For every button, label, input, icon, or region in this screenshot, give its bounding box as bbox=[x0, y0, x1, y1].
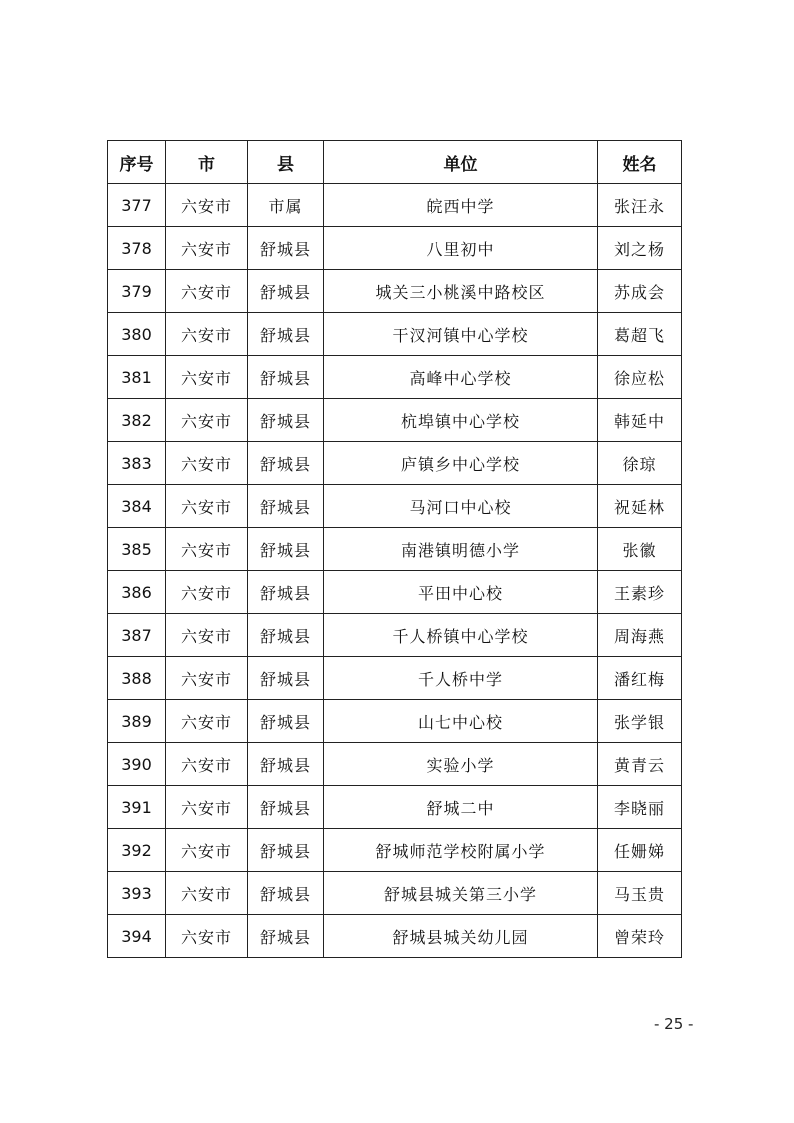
cell-index: 391 bbox=[108, 786, 166, 829]
cell-city: 六安市 bbox=[166, 700, 248, 743]
cell-unit: 舒城师范学校附属小学 bbox=[324, 829, 598, 872]
cell-index: 383 bbox=[108, 442, 166, 485]
table-row bbox=[108, 227, 682, 270]
cell-name: 韩延中 bbox=[598, 399, 682, 442]
cell-city: 六安市 bbox=[166, 872, 248, 915]
table-row bbox=[108, 872, 682, 915]
cell-name: 徐琼 bbox=[598, 442, 682, 485]
table-row bbox=[108, 442, 682, 485]
cell-index: 394 bbox=[108, 915, 166, 958]
cell-city: 六安市 bbox=[166, 614, 248, 657]
cell-city: 六安市 bbox=[166, 786, 248, 829]
cell-index: 392 bbox=[108, 829, 166, 872]
cell-index: 388 bbox=[108, 657, 166, 700]
cell-city: 六安市 bbox=[166, 270, 248, 313]
table-row bbox=[108, 485, 682, 528]
header-county: 县 bbox=[248, 141, 324, 184]
cell-index: 385 bbox=[108, 528, 166, 571]
header-city: 市 bbox=[166, 141, 248, 184]
cell-name: 李晓丽 bbox=[598, 786, 682, 829]
cell-county: 舒城县 bbox=[248, 614, 324, 657]
table-row bbox=[108, 184, 682, 227]
cell-name: 张汪永 bbox=[598, 184, 682, 227]
header-row bbox=[108, 141, 682, 184]
cell-county: 市属 bbox=[248, 184, 324, 227]
cell-county: 舒城县 bbox=[248, 829, 324, 872]
cell-index: 387 bbox=[108, 614, 166, 657]
cell-unit: 舒城二中 bbox=[324, 786, 598, 829]
cell-name: 葛超飞 bbox=[598, 313, 682, 356]
page-number: - 25 - bbox=[654, 1015, 694, 1033]
cell-name: 张学银 bbox=[598, 700, 682, 743]
cell-unit: 杭埠镇中心学校 bbox=[324, 399, 598, 442]
cell-county: 舒城县 bbox=[248, 786, 324, 829]
cell-name: 刘之杨 bbox=[598, 227, 682, 270]
cell-name: 祝延林 bbox=[598, 485, 682, 528]
cell-unit: 山七中心校 bbox=[324, 700, 598, 743]
cell-unit: 实验小学 bbox=[324, 743, 598, 786]
cell-unit: 舒城县城关幼儿园 bbox=[324, 915, 598, 958]
cell-index: 386 bbox=[108, 571, 166, 614]
cell-county: 舒城县 bbox=[248, 399, 324, 442]
table-body bbox=[108, 184, 682, 958]
cell-index: 378 bbox=[108, 227, 166, 270]
cell-unit: 干汊河镇中心学校 bbox=[324, 313, 598, 356]
table-row bbox=[108, 829, 682, 872]
table-row bbox=[108, 743, 682, 786]
cell-unit: 高峰中心学校 bbox=[324, 356, 598, 399]
cell-county: 舒城县 bbox=[248, 485, 324, 528]
cell-county: 舒城县 bbox=[248, 227, 324, 270]
cell-unit: 千人桥镇中心学校 bbox=[324, 614, 598, 657]
cell-county: 舒城县 bbox=[248, 700, 324, 743]
header-name: 姓名 bbox=[598, 141, 682, 184]
table-row bbox=[108, 270, 682, 313]
cell-city: 六安市 bbox=[166, 915, 248, 958]
table-row bbox=[108, 528, 682, 571]
cell-name: 潘红梅 bbox=[598, 657, 682, 700]
cell-county: 舒城县 bbox=[248, 528, 324, 571]
cell-county: 舒城县 bbox=[248, 743, 324, 786]
cell-name: 曾荣玲 bbox=[598, 915, 682, 958]
cell-index: 389 bbox=[108, 700, 166, 743]
cell-index: 381 bbox=[108, 356, 166, 399]
table-row bbox=[108, 313, 682, 356]
cell-unit: 八里初中 bbox=[324, 227, 598, 270]
cell-unit: 南港镇明德小学 bbox=[324, 528, 598, 571]
cell-city: 六安市 bbox=[166, 829, 248, 872]
cell-index: 380 bbox=[108, 313, 166, 356]
cell-name: 徐应松 bbox=[598, 356, 682, 399]
cell-unit: 千人桥中学 bbox=[324, 657, 598, 700]
cell-county: 舒城县 bbox=[248, 270, 324, 313]
cell-name: 张徽 bbox=[598, 528, 682, 571]
table-row bbox=[108, 700, 682, 743]
cell-name: 王素珍 bbox=[598, 571, 682, 614]
header-index: 序号 bbox=[108, 141, 166, 184]
header-unit: 单位 bbox=[324, 141, 598, 184]
cell-city: 六安市 bbox=[166, 485, 248, 528]
cell-county: 舒城县 bbox=[248, 872, 324, 915]
cell-city: 六安市 bbox=[166, 743, 248, 786]
cell-city: 六安市 bbox=[166, 227, 248, 270]
cell-county: 舒城县 bbox=[248, 657, 324, 700]
roster-table bbox=[107, 140, 682, 958]
table-row bbox=[108, 786, 682, 829]
table-row bbox=[108, 399, 682, 442]
cell-city: 六安市 bbox=[166, 442, 248, 485]
cell-city: 六安市 bbox=[166, 399, 248, 442]
table-row bbox=[108, 657, 682, 700]
cell-name: 周海燕 bbox=[598, 614, 682, 657]
cell-index: 393 bbox=[108, 872, 166, 915]
table-row bbox=[108, 915, 682, 958]
cell-name: 黄青云 bbox=[598, 743, 682, 786]
cell-index: 390 bbox=[108, 743, 166, 786]
cell-name: 马玉贵 bbox=[598, 872, 682, 915]
cell-index: 377 bbox=[108, 184, 166, 227]
cell-unit: 平田中心校 bbox=[324, 571, 598, 614]
table-row bbox=[108, 614, 682, 657]
cell-city: 六安市 bbox=[166, 528, 248, 571]
cell-unit: 皖西中学 bbox=[324, 184, 598, 227]
cell-city: 六安市 bbox=[166, 571, 248, 614]
cell-index: 379 bbox=[108, 270, 166, 313]
cell-county: 舒城县 bbox=[248, 442, 324, 485]
cell-unit: 庐镇乡中心学校 bbox=[324, 442, 598, 485]
cell-county: 舒城县 bbox=[248, 313, 324, 356]
cell-city: 六安市 bbox=[166, 657, 248, 700]
cell-name: 苏成会 bbox=[598, 270, 682, 313]
cell-index: 382 bbox=[108, 399, 166, 442]
cell-name: 任姗娣 bbox=[598, 829, 682, 872]
cell-city: 六安市 bbox=[166, 184, 248, 227]
cell-index: 384 bbox=[108, 485, 166, 528]
cell-county: 舒城县 bbox=[248, 571, 324, 614]
table-row bbox=[108, 356, 682, 399]
table-row bbox=[108, 571, 682, 614]
cell-county: 舒城县 bbox=[248, 915, 324, 958]
table-header bbox=[108, 141, 682, 184]
cell-unit: 舒城县城关第三小学 bbox=[324, 872, 598, 915]
cell-unit: 马河口中心校 bbox=[324, 485, 598, 528]
cell-unit: 城关三小桃溪中路校区 bbox=[324, 270, 598, 313]
cell-county: 舒城县 bbox=[248, 356, 324, 399]
cell-city: 六安市 bbox=[166, 356, 248, 399]
cell-city: 六安市 bbox=[166, 313, 248, 356]
